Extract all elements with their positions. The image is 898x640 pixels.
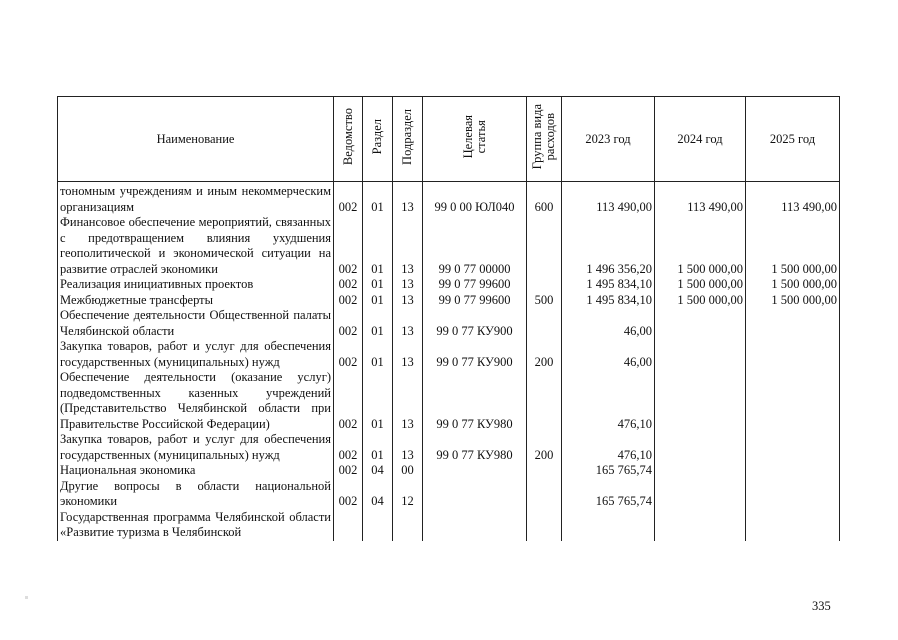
row-target: 99 0 77 99600	[423, 293, 527, 309]
row-subsection: 13	[393, 308, 423, 339]
row-subsection: 13	[393, 370, 423, 432]
header-2024: 2024 год	[655, 97, 746, 182]
page-number: 335	[812, 599, 831, 613]
header-section: Раздел	[363, 97, 393, 182]
row-subsection: 13	[393, 339, 423, 370]
row-2025: 1 500 000,00	[746, 215, 840, 277]
row-2025	[746, 339, 840, 370]
row-group: 200	[527, 432, 562, 463]
row-group	[527, 370, 562, 432]
row-subsection: 13	[393, 277, 423, 293]
row-target: 99 0 77 КУ980	[423, 370, 527, 432]
row-subsection: 00	[393, 463, 423, 479]
row-dept: 002	[334, 293, 363, 309]
row-dept	[334, 510, 363, 541]
row-2025: 1 500 000,00	[746, 277, 840, 293]
row-subsection: 13	[393, 215, 423, 277]
header-group: Группа вида расходов	[527, 97, 562, 182]
row-2023: 1 496 356,20	[562, 215, 655, 277]
budget-table	[57, 96, 840, 541]
row-2024	[655, 308, 746, 339]
row-section: 01	[363, 432, 393, 463]
row-2025	[746, 308, 840, 339]
row-2023: 476,10	[562, 432, 655, 463]
row-group: 500	[527, 293, 562, 309]
table-row	[58, 308, 840, 339]
row-2023: 113 490,00	[562, 182, 655, 216]
row-subsection: 13	[393, 293, 423, 309]
row-2023: 476,10	[562, 370, 655, 432]
row-dept: 002	[334, 182, 363, 216]
table-row	[58, 182, 840, 216]
row-dept: 002	[334, 479, 363, 510]
row-group	[527, 308, 562, 339]
row-group: 600	[527, 182, 562, 216]
row-2024: 1 500 000,00	[655, 277, 746, 293]
row-2024	[655, 432, 746, 463]
row-2023: 165 765,74	[562, 463, 655, 479]
row-name: Обеспечение деятельности (оказание услуг) подведомственных казенных учреждений (Представительство Челябинской области при Правительстве Российской Федерации)	[58, 370, 334, 432]
scan-speck	[25, 596, 28, 599]
row-target: 99 0 77 КУ900	[423, 339, 527, 370]
row-section: 01	[363, 182, 393, 216]
row-section: 04	[363, 463, 393, 479]
row-2025	[746, 510, 840, 541]
row-2024	[655, 370, 746, 432]
table-row	[58, 215, 840, 277]
table-row	[58, 370, 840, 432]
header-2025: 2025 год	[746, 97, 840, 182]
row-2023: 46,00	[562, 339, 655, 370]
row-section: 01	[363, 293, 393, 309]
table-row	[58, 463, 840, 479]
row-group	[527, 479, 562, 510]
row-name: Государственная программа Челябинской области «Развитие туризма в Челябинской	[58, 510, 334, 541]
row-2024	[655, 463, 746, 479]
row-subsection: 13	[393, 182, 423, 216]
table-row	[58, 277, 840, 293]
row-group	[527, 215, 562, 277]
row-2024: 113 490,00	[655, 182, 746, 216]
row-2025	[746, 463, 840, 479]
row-2024	[655, 479, 746, 510]
row-name: Другие вопросы в области национальной экономики	[58, 479, 334, 510]
row-subsection	[393, 510, 423, 541]
row-section: 01	[363, 370, 393, 432]
header-subsection: Подраздел	[393, 97, 423, 182]
row-name: Национальная экономика	[58, 463, 334, 479]
row-2025: 113 490,00	[746, 182, 840, 216]
row-target	[423, 463, 527, 479]
row-name: Закупка товаров, работ и услуг для обеспечения государственных (муниципальных) нужд	[58, 432, 334, 463]
row-2023	[562, 510, 655, 541]
row-section: 01	[363, 308, 393, 339]
row-dept: 002	[334, 277, 363, 293]
row-2025: 1 500 000,00	[746, 293, 840, 309]
row-dept: 002	[334, 463, 363, 479]
row-subsection: 12	[393, 479, 423, 510]
row-2023: 1 495 834,10	[562, 277, 655, 293]
row-section: 01	[363, 277, 393, 293]
row-dept: 002	[334, 339, 363, 370]
row-dept: 002	[334, 215, 363, 277]
row-subsection: 13	[393, 432, 423, 463]
row-group	[527, 463, 562, 479]
table-row	[58, 479, 840, 510]
row-2023: 46,00	[562, 308, 655, 339]
row-name: Закупка товаров, работ и услуг для обеспечения государственных (муниципальных) нужд	[58, 339, 334, 370]
row-2023: 1 495 834,10	[562, 293, 655, 309]
row-group: 200	[527, 339, 562, 370]
row-name: Финансовое обеспечение мероприятий, связанных с предотвращением влияния ухудшения геополитической и экономической ситуации на развитие отраслей экономики	[58, 215, 334, 277]
header-target: Целевая статья	[423, 97, 527, 182]
table-row	[58, 510, 840, 541]
row-target: 99 0 77 99600	[423, 277, 527, 293]
row-name: Реализация инициативных проектов	[58, 277, 334, 293]
header-name: Наименование	[58, 97, 334, 182]
row-name: тономным учреждениям и иным некоммерческим организациям	[58, 182, 334, 216]
row-target: 99 0 77 КУ980	[423, 432, 527, 463]
row-section: 01	[363, 339, 393, 370]
row-2024: 1 500 000,00	[655, 215, 746, 277]
row-2024: 1 500 000,00	[655, 293, 746, 309]
table-header-row	[58, 97, 840, 182]
row-2025	[746, 479, 840, 510]
header-2023: 2023 год	[562, 97, 655, 182]
row-target: 99 0 77 00000	[423, 215, 527, 277]
row-target: 99 0 77 КУ900	[423, 308, 527, 339]
row-target	[423, 510, 527, 541]
row-dept: 002	[334, 308, 363, 339]
row-2023: 165 765,74	[562, 479, 655, 510]
row-dept: 002	[334, 432, 363, 463]
table-row	[58, 339, 840, 370]
row-name: Обеспечение деятельности Общественной палаты Челябинской области	[58, 308, 334, 339]
table-row	[58, 293, 840, 309]
row-name: Межбюджетные трансферты	[58, 293, 334, 309]
row-2025	[746, 370, 840, 432]
row-2025	[746, 432, 840, 463]
row-group	[527, 510, 562, 541]
row-target	[423, 479, 527, 510]
header-dept: Ведомство	[334, 97, 363, 182]
row-section: 04	[363, 479, 393, 510]
row-2024	[655, 339, 746, 370]
row-target: 99 0 00 ЮЛ040	[423, 182, 527, 216]
row-section: 01	[363, 215, 393, 277]
row-section	[363, 510, 393, 541]
row-dept: 002	[334, 370, 363, 432]
row-2024	[655, 510, 746, 541]
row-group	[527, 277, 562, 293]
table-row	[58, 432, 840, 463]
